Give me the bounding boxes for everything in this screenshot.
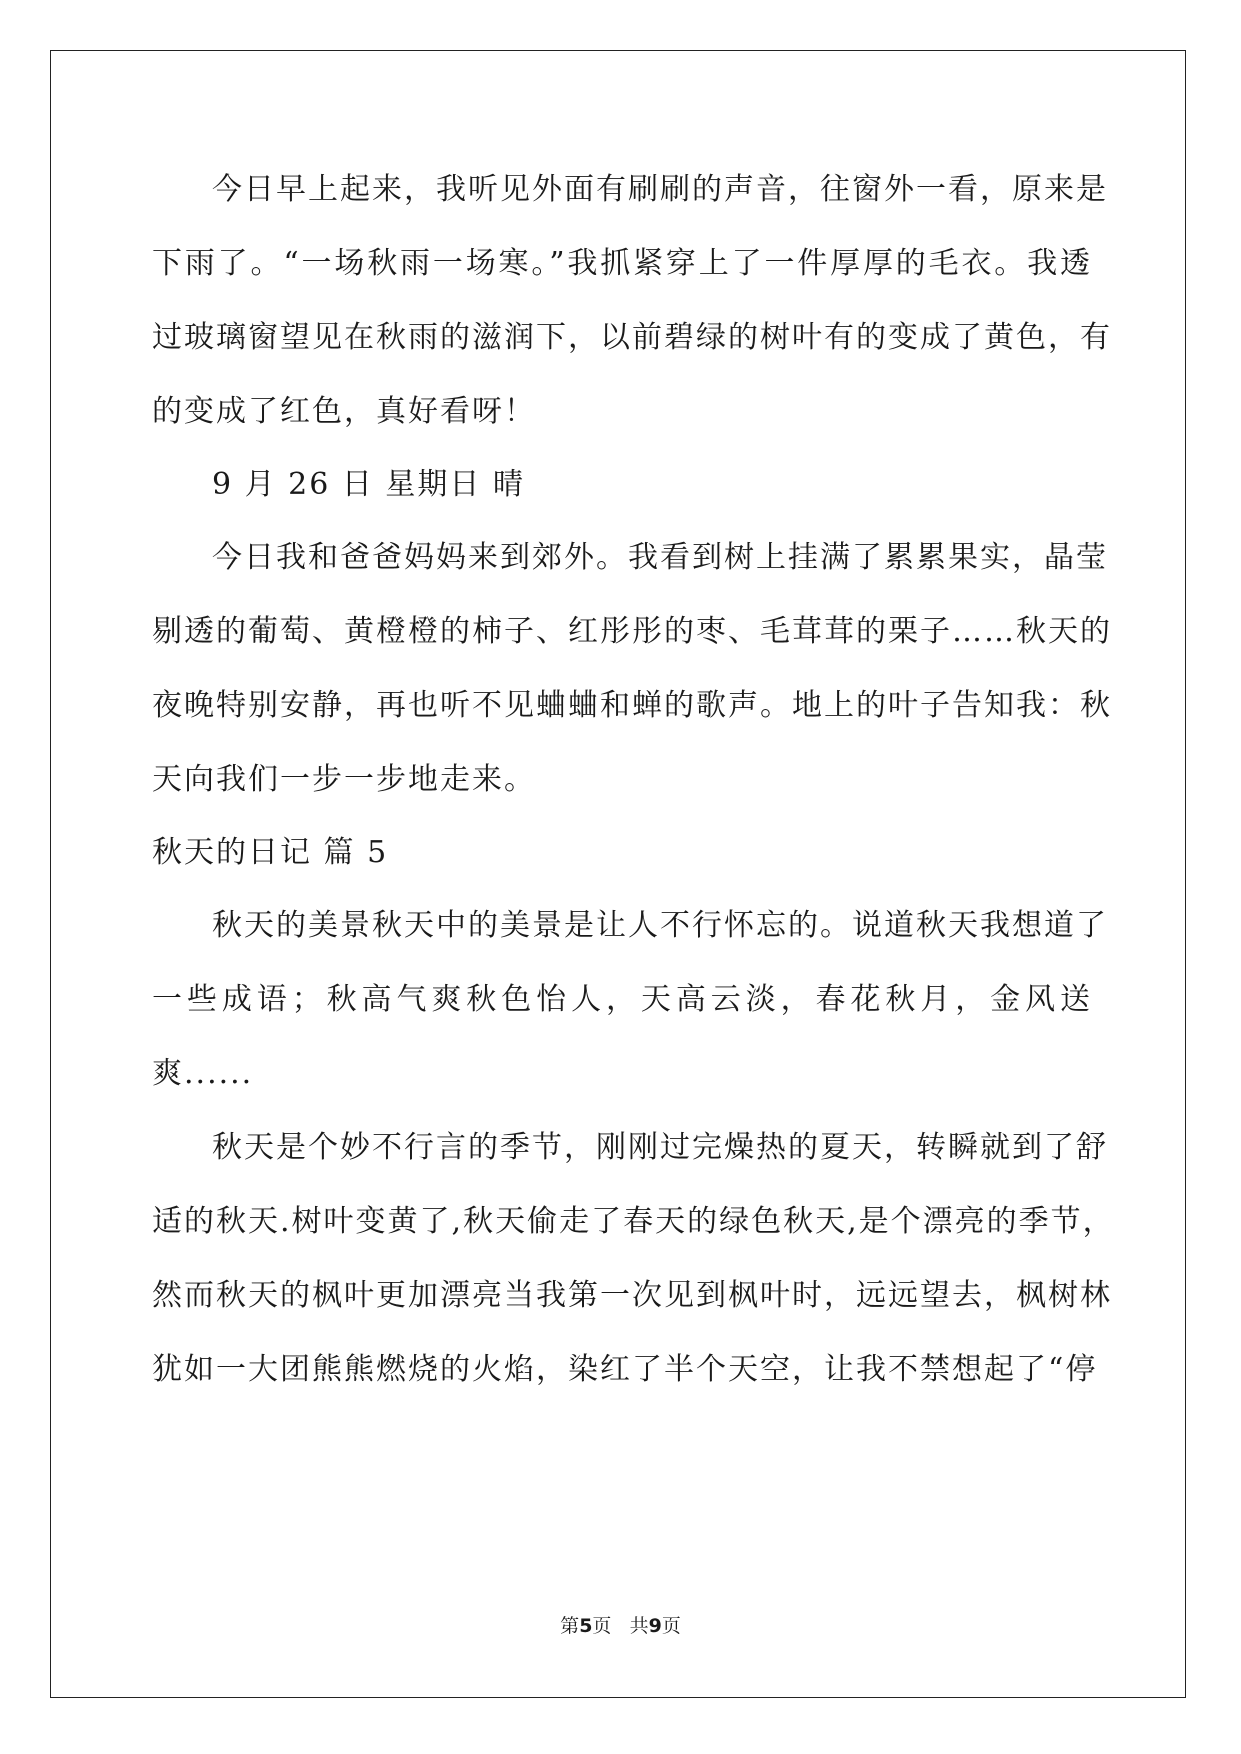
page-border (50, 50, 1186, 1698)
text-line: 过玻璃窗望见在秋雨的滋润下，以前碧绿的树叶有的变成了黄色，有 (152, 320, 1112, 355)
text-line: 今日早上起来，我听见外面有刷刷的声音，往窗外一看，原来是 (212, 172, 1108, 207)
section-heading: 秋天的日记 篇 5 (152, 835, 389, 870)
text-line: 夜晚特别安静，再也听不见蛐蛐和蝉的歌声。地上的叶子告知我：秋 (152, 688, 1112, 723)
text-line: 秋天的美景秋天中的美景是让人不行怀忘的。说道秋天我想道了 (212, 908, 1108, 943)
footer-page-number: 5 (579, 1615, 593, 1637)
text-line: 下雨了。“一场秋雨一场寒。”我抓紧穿上了一件厚厚的毛衣。我透 (152, 246, 1092, 281)
date-line: 9 月 26 日 星期日 晴 (212, 467, 525, 502)
text-line: 犹如一大团熊熊燃烧的火焰，染红了半个天空，让我不禁想起了“停 (152, 1352, 1098, 1387)
footer-prefix: 第 (560, 1615, 580, 1637)
text-line: 爽...... (152, 1056, 254, 1091)
text-line: 适的秋天.树叶变黄了,秋天偷走了春天的绿色秋天,是个漂亮的季节， (152, 1204, 1115, 1239)
text-line: 然而秋天的枫叶更加漂亮当我第一次见到枫叶时，远远望去，枫树林 (152, 1278, 1112, 1313)
footer-page-suffix: 页 (592, 1615, 612, 1637)
page-footer (0, 1614, 1241, 1638)
text-line: 天向我们一步一步地走来。 (152, 762, 536, 797)
text-line: 的变成了红色，真好看呀！ (152, 394, 536, 429)
footer-total-number: 9 (648, 1615, 662, 1637)
text-line: 剔透的葡萄、黄橙橙的柿子、红彤彤的枣、毛茸茸的栗子……秋天的 (152, 614, 1112, 649)
text-line: 秋天是个妙不行言的季节，刚刚过完燥热的夏天，转瞬就到了舒 (212, 1130, 1108, 1165)
text-line: 今日我和爸爸妈妈来到郊外。我看到树上挂满了累累果实，晶莹 (212, 540, 1108, 575)
footer-total-suffix: 页 (661, 1615, 681, 1637)
footer-total-prefix: 共 (629, 1615, 649, 1637)
text-line: 一些成语；秋高气爽秋色怡人，天高云淡，春花秋月，金风送 (152, 982, 1092, 1017)
